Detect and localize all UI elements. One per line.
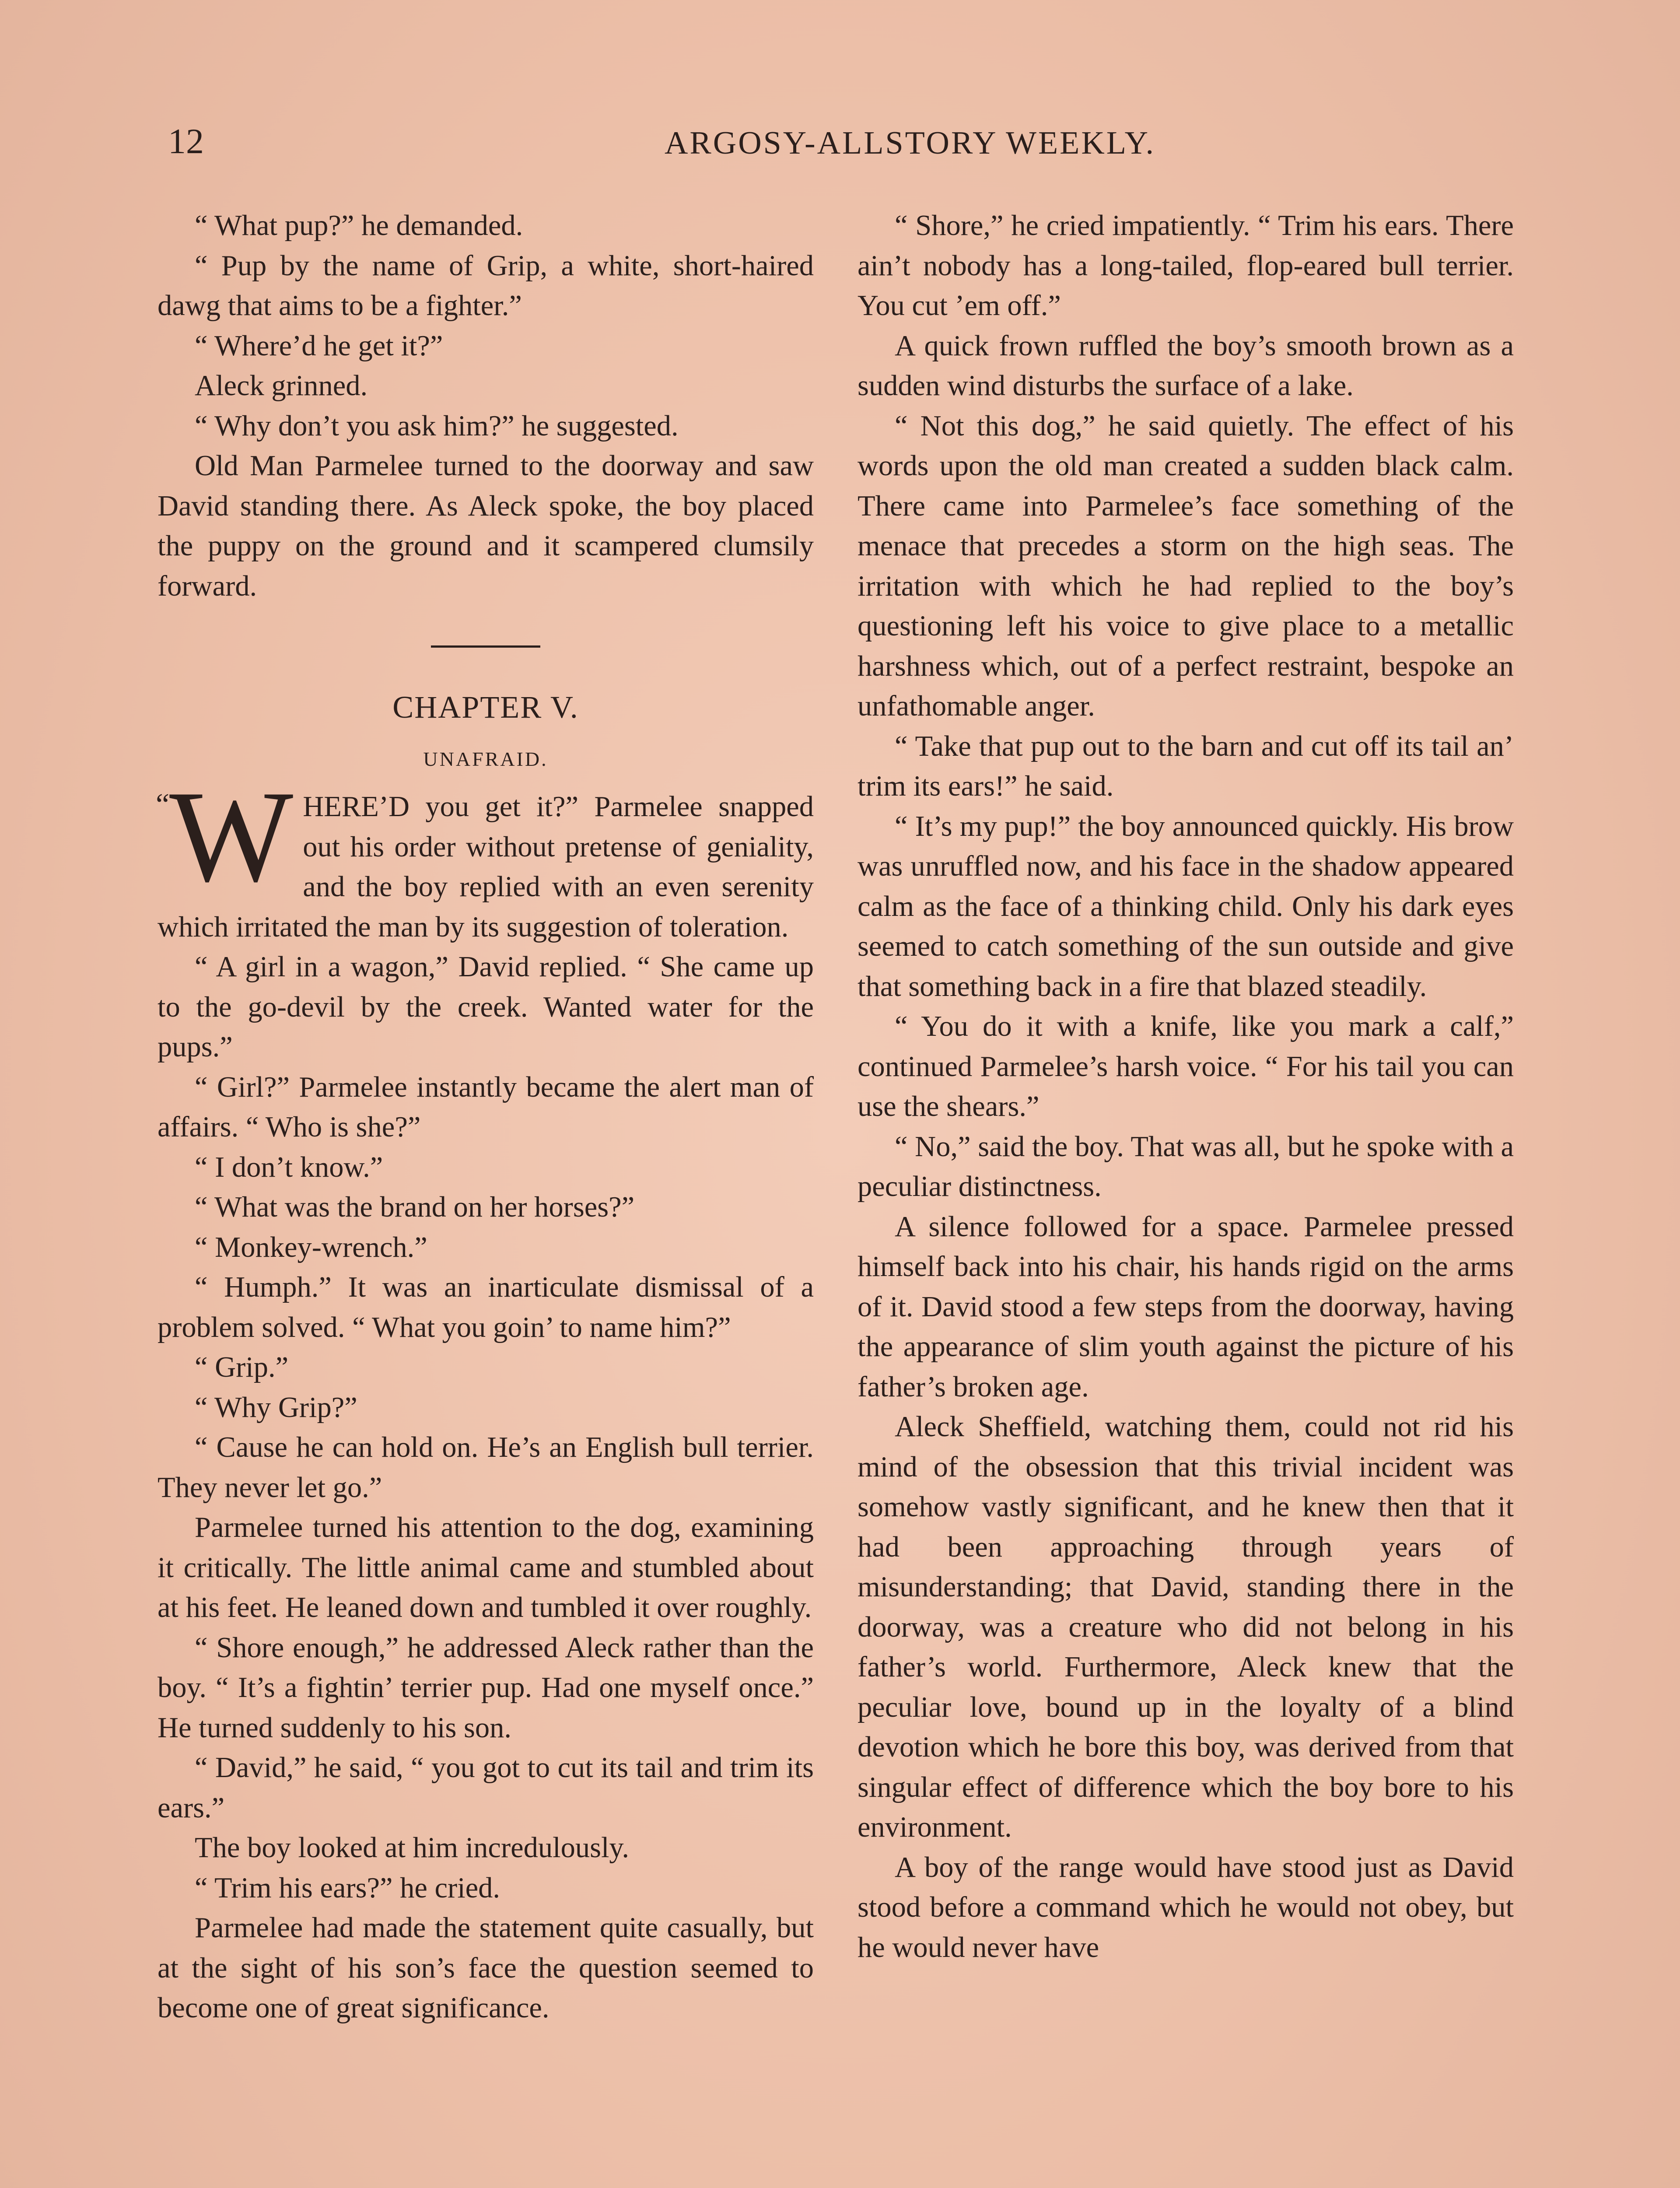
page-number: 12 (168, 121, 204, 161)
paragraph: “ Take that pup out to the barn and cut off its tail an’ trim its ears!” he said. (858, 730, 1514, 802)
section-divider (431, 645, 540, 648)
paragraph: “ Monkey-wrench.” (195, 1231, 427, 1263)
paragraph: “ Why Grip?” (195, 1391, 357, 1424)
paragraph: Old Man Parmelee turned to the doorway and saw David standing there. As Aleck spoke, the boy placed the puppy on the ground and it scampered clumsily forward. (158, 450, 814, 602)
paragraph: “ What pup?” he demanded. (195, 210, 523, 242)
paragraph: A silence followed for a space. Parmelee pressed himself back into his chair, his hands rigid on the arms of it. David stood a few steps from the doorway, having the appearance of slim youth against the picture of his father’s broken age. (858, 1210, 1514, 1403)
paragraph: “ You do it with a knife, like you mark a calf,” continued Parmelee’s harsh voice. “ For his tail you can use the shears.” (858, 1010, 1514, 1122)
opening-text: HERE’D you get it?” Parmelee snapped out his order without pretense of geniality, and the boy replied with an even serenity which irritated the man by its suggestion of toleration. (158, 791, 814, 943)
paragraph: “ Humph.” It was an inarticulate dismissal of a problem solved. “ What you goin’ to name him?” (158, 1271, 814, 1343)
paragraph: “ I don’t know.” (195, 1151, 383, 1183)
paragraph: “ What was the brand on her horses?” (195, 1191, 635, 1223)
paragraph: “ Shore enough,” he addressed Aleck rather than the boy. “ It’s a fightin’ terrier pup. Had one myself once.” He turned suddenly to his son. (158, 1631, 814, 1744)
chapter-subtitle: UNAFRAID. (423, 748, 548, 770)
left-column (158, 206, 814, 2028)
paragraph: “ Cause he can hold on. He’s an English bull terrier. They never let go.” (158, 1431, 814, 1504)
drop-cap (156, 764, 294, 909)
paragraph: “ Pup by the name of Grip, a white, short-haired dawg that aims to be a fighter.” (158, 249, 814, 322)
opening-quote: “ (156, 788, 170, 821)
paragraph: “ Where’d he get it?” (195, 330, 443, 362)
paragraph: The boy looked at him incredulously. (195, 1832, 629, 1864)
paragraph: “ David,” he said, “ you got to cut its tail and trim its ears.” (158, 1752, 814, 1824)
paragraph: A boy of the range would have stood just as David stood before a command which he would not obey, but he would never have (858, 1851, 1514, 1964)
paragraph: “ Grip.” (195, 1351, 289, 1383)
paragraph: “ Why don’t you ask him?” he suggested. (195, 410, 679, 442)
opening-paragraph (156, 764, 814, 947)
paragraph: “ Not this dog,” he said quietly. The effect of his words upon the old man created a sudden black calm. There came into Parmelee’s face something of the menace that precedes a storm on the high seas. The irritation with which he had replied to the boy’s questioning left his voice to give place to a metallic harshness which, out of a perfect restraint, bespoke an unfathomable anger. (858, 410, 1514, 722)
running-title: ARGOSY-ALLSTORY WEEKLY. (664, 125, 1156, 161)
paragraph: “ It’s my pup!” the boy announced quickly. His brow was unruffled now, and his face in the shadow appeared calm as the face of a thinking child. Only his dark eyes seemed to catch something of the sun outside and give that something back in a fire that blazed steadily. (858, 810, 1514, 1003)
paragraph: A quick frown ruffled the boy’s smooth brown as a sudden wind disturbs the surface of a lake. (858, 330, 1514, 402)
paragraph: “ Shore,” he cried impatiently. “ Trim his ears. There ain’t nobody has a long-tailed, flop-eared bull terrier. You cut ’em off.” (858, 210, 1514, 322)
paragraph: “ No,” said the boy. That was all, but he spoke with a peculiar distinctness. (858, 1130, 1514, 1203)
paragraph: “ A girl in a wagon,” David replied. “ She came up to the go-devil by the creek. Wanted water for the pups.” (158, 951, 814, 1063)
right-column (858, 206, 1514, 1967)
paragraph: Aleck grinned. (195, 370, 368, 402)
paragraph: Parmelee turned his attention to the dog, examining it critically. The little animal came and stumbled about at his feet. He leaned down and tumbled it over roughly. (158, 1511, 814, 1623)
paragraph: “ Girl?” Parmelee instantly became the alert man of affairs. “ Who is she?” (158, 1071, 814, 1143)
paragraph: Parmelee had made the statement quite casually, but at the sight of his son’s face the question seemed to become one of great significance. (158, 1912, 814, 2024)
paragraph: “ Trim his ears?” he cried. (195, 1872, 500, 1904)
drop-cap-letter: W (169, 764, 294, 909)
chapter-title: CHAPTER V. (392, 690, 579, 725)
paragraph: Aleck Sheffield, watching them, could not rid his mind of the obsession that this trivial incident was somehow vastly significant, and he knew then that it had been approaching through years of misunderstanding; that David, standing there in the doorway, was a creature who did not belong in his father’s world. Furthermore, Aleck knew that the peculiar love, bound up in the loyalty of a blind devotion which he bore this boy, was derived from that singular effect of difference which the boy bore to his environment. (858, 1411, 1514, 1843)
